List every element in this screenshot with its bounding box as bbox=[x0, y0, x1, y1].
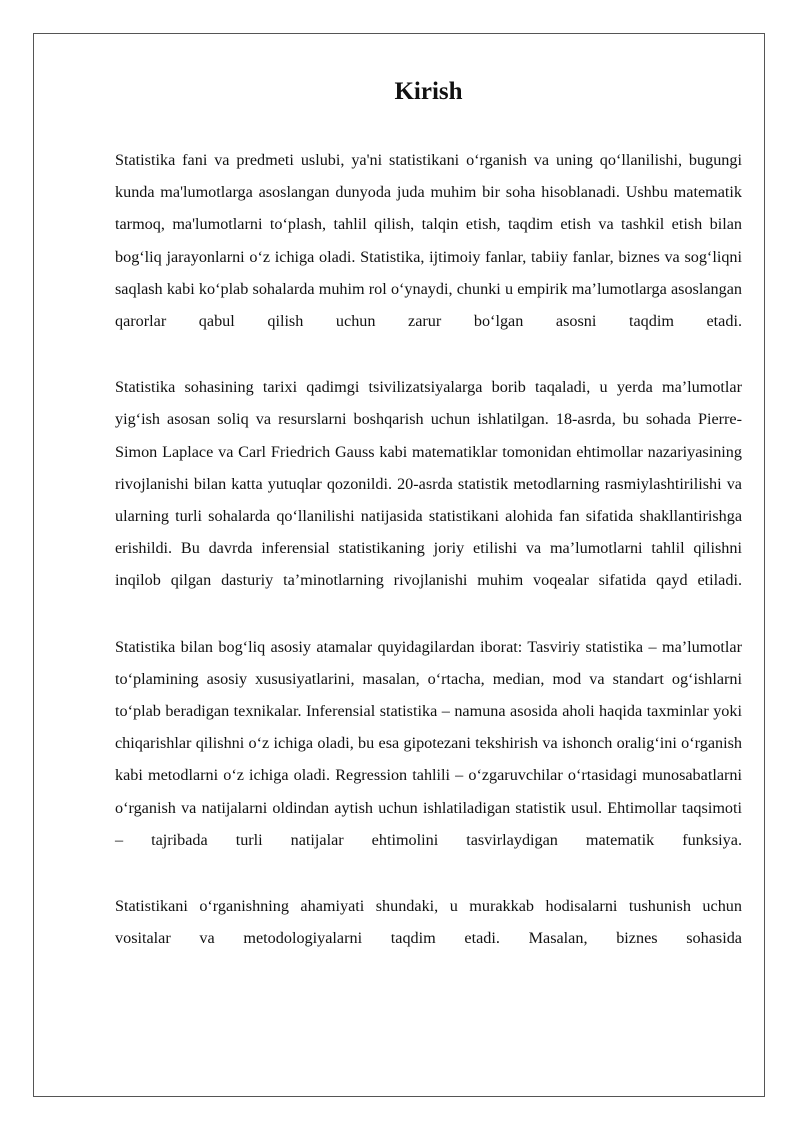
paragraph-3: Statistika bilan bog‘liq asosiy atamalar quyidagilardan iborat: Tasviriy statistika – ma’lumotlar to‘plamining asosiy xususiyatlarini, masalan, o‘rtacha, median, mod va standart og‘ishlarni to‘plab beradigan texnikalar. Inferensial statistika – namuna asosida aholi haqida taxminlar yoki chiqarishlar qilishni o‘z ichiga oladi, bu esa gipotezani tekshirish va ishonch oralig‘ini o‘rganish kabi metodlarni o‘z ichiga oladi. Regression tahlili – o‘zgaruvchilar o‘rtasidagi munosabatlarni o‘rganish va natijalarni oldindan aytish uchun ishlatiladigan statistik usul. Ehtimollar taqsimoti – tajribada turli natijalar ehtimolini tasvirlaydigan matematik funksiya. bbox=[115, 637, 742, 849]
document-body bbox=[115, 76, 742, 988]
paragraph-4: Statistikani o‘rganishning ahamiyati shundaki, u murakkab hodisalarni tushunish uchun vositalar va metodologiyalarni taqdim etadi. Masalan, biznes sohasida bbox=[115, 897, 742, 948]
paragraph-2: Statistika sohasining tarixi qadimgi tsivilizatsiyalarga borib taqaladi, u yerda ma’lumotlar yig‘ish asosan soliq va resurslarni boshqarish uchun ishlatilgan. 18-asrda, bu sohada Pierre-Simon Laplace va Carl Friedrich Gauss kabi matematiklar tomonidan ehtimollar nazariyasining rivojlanishi bilan katta yutuqlar qozonildi. 20-asrda statistik metodlarning rasmiylashtirilishi va ularning turli sohalarda qo‘llanilishi natijasida statistikani alohida fan sifatida shakllantirishga erishildi. Bu davrda inferensial statistikaning joriy etilishi va ma’lumotlarni tahlil qilishni inqilob qilgan dasturiy ta’minotlarning rivojlanishi muhim voqealar sifatida qayd etiladi. bbox=[115, 378, 742, 590]
page-title: Kirish bbox=[394, 78, 463, 105]
paragraph-1: Statistika fani va predmeti uslubi, ya'ni statistikani o‘rganish va uning qo‘llanilishi, bugungi kunda ma'lumotlarga asoslangan dunyoda juda muhim bir soha hisoblanadi. Ushbu matematik tarmoq, ma'lumotlarni to‘plash, tahlil qilish, talqin etish, taqdim etish va tashkil etish bilan bog‘liq jarayonlarni o‘z ichiga oladi. Statistika, ijtimoiy fanlar, tabiiy fanlar, biznes va sog‘liqni saqlash kabi ko‘plab sohalarda muhim rol o‘ynaydi, chunki u empirik ma’lumotlarga asoslangan qarorlar qabul qilish uchun zarur bo‘lgan asosni taqdim etadi. bbox=[115, 151, 742, 331]
